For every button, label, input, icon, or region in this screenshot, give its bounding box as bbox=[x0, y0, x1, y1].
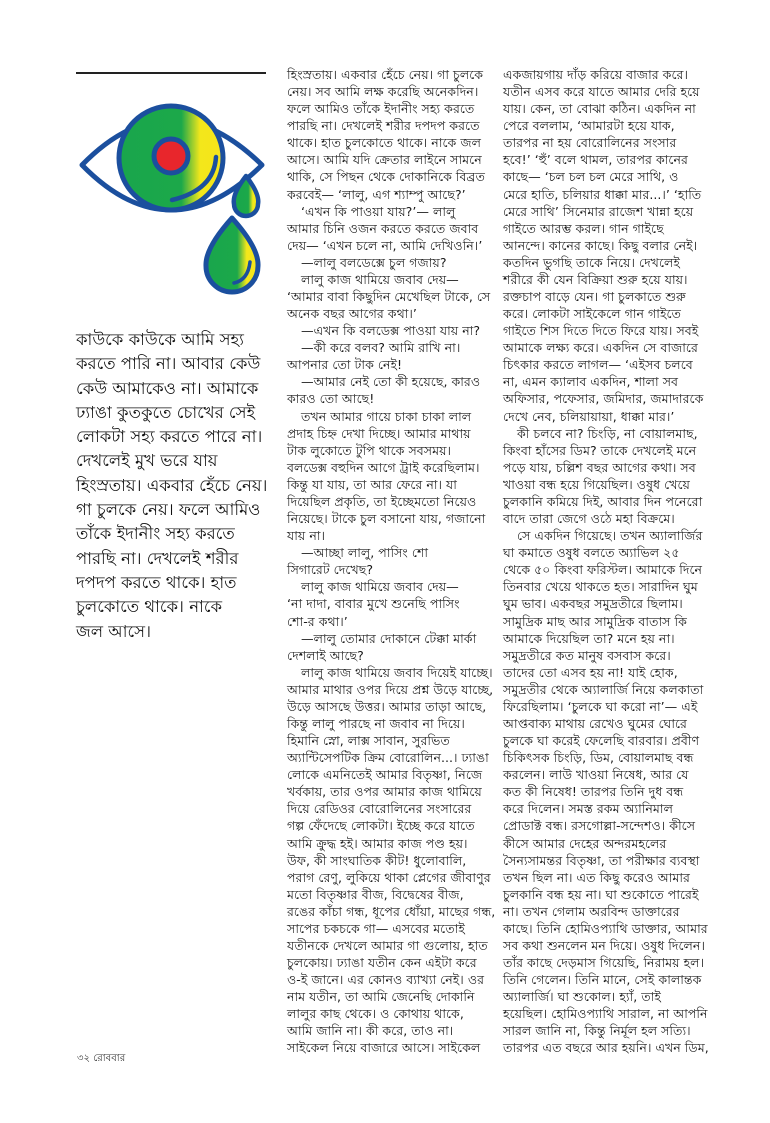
text-line: কত কী নিষেধ! তারপর তিনি দুধ বন্ধ bbox=[503, 784, 684, 800]
text-line: সাপের চকচকে গা— এসবের মতোই bbox=[287, 920, 465, 936]
text-line: ‘না দাদা, বাবার মুখে শুনেছি পাসিং bbox=[287, 596, 460, 612]
text-line: লোকে এমনিতেই আমার বিতৃষ্ণা, নিজে bbox=[287, 767, 483, 783]
text-line: না। তখন গেলাম অরবিন্দ ডাক্তারের bbox=[503, 903, 680, 919]
text-line: আমাকে দিয়েছিল তা? মনে হয় না। bbox=[503, 630, 675, 646]
pull-quote-line: দপদপ করতে থাকে। হাত bbox=[76, 572, 237, 592]
text-line: আমাকে লক্ষ্য করে। একদিন সে বাজারে bbox=[503, 340, 698, 356]
text-line: আপনার তো টাক নেই! bbox=[287, 357, 403, 373]
pull-quote-line: কেউ আমাকেও না। আমাকে bbox=[76, 378, 259, 398]
text-line: অ্যান্টিসেপটিক ক্রিম বোরোলিন...। ঢ্যাঙা bbox=[287, 750, 489, 766]
pull-quote bbox=[76, 328, 272, 644]
text-line: অফিসার, পফেসার, জমিদার, জমাদারকে bbox=[503, 391, 704, 407]
pull-quote-line: ঢ্যাঙা কুতকুতে চোখের সেই bbox=[76, 402, 256, 422]
text-line: দেয়— ‘এখন চলে না, আমি দেখিওনি।’ bbox=[287, 237, 483, 253]
pull-quote-line: তাঁকে ইদানীং সহ্য করতে bbox=[76, 524, 235, 544]
text-line: চুলকানি কমিয়ে দিই, আবার দিন পনেরো bbox=[503, 493, 703, 509]
text-line: গাইতে শিস দিতে দিতে ফিরে যায়। সবই bbox=[503, 323, 699, 339]
page-number: ৩২ bbox=[77, 1053, 91, 1064]
text-line: থেকে ৫০ কিংবা ফরিস্টল। আমাকে দিনে bbox=[503, 562, 703, 578]
pull-quote-line: জল আসে। bbox=[76, 621, 151, 641]
text-line: দেশলাই আছে? bbox=[287, 647, 364, 663]
text-line: তারপর এত বছরে আর হয়নি। এখন ডিম, bbox=[503, 1040, 709, 1056]
text-line: বলডেক্স বহুদিন আগে ট্রাই করেছিলাম। bbox=[287, 459, 480, 475]
text-line: হিমানি স্নো, লাক্স সাবান, সুরভিত bbox=[287, 733, 450, 749]
text-line: কীসে আমার দেহের অন্দরমহলের bbox=[503, 835, 667, 851]
text-line: —কী করে বলব? আমি রাখি না। bbox=[301, 340, 461, 356]
text-line: তারপর না হয় বোরোলিনের সংসার bbox=[503, 135, 677, 151]
text-line: অ্যালার্জি। ঘা শুকোল। হ্যাঁ, তাই bbox=[503, 989, 661, 1005]
text-line: লালুর কাছ থেকে। ও কোথায় থাকে, bbox=[287, 1006, 464, 1022]
text-line: নাম যতীন, তা আমি জেনেছি দোকানি bbox=[287, 989, 475, 1005]
text-line: লালু কাজ থামিয়ে জবাব দেয়— bbox=[301, 579, 459, 595]
pull-quote-line: পারছি না। দেখলেই শরীর bbox=[76, 548, 239, 568]
text-line: রক্তচাপ বাড়ে যেন। গা চুলকাতে শুরু bbox=[503, 289, 686, 305]
text-line: শরীরে কী যেন বিক্রিয়া শুরু হয়ে যায়। bbox=[503, 271, 688, 287]
pull-quote-line: গা চুলকে নেয়। ফলে আমিও bbox=[76, 500, 261, 520]
text-line: চিকিৎসক চিংড়ি, ডিম, বোয়ালমাছ বন্ধ bbox=[503, 750, 694, 766]
text-line: গাইতে আরম্ভ করল। গান গাইছে bbox=[503, 220, 664, 236]
text-line: চুলকোয়। ঢ্যাঙা যতীন কেন এইটা করে bbox=[287, 955, 477, 971]
pull-quote-line: কাউকে কাউকে আমি সহ্য bbox=[76, 330, 244, 349]
text-line: খাওয়া বন্ধ হয়ে গিয়েছিল। ওষুধ খেয়ে bbox=[503, 476, 690, 492]
text-line: গল্প ফেঁদেছে লোকটা। ইচ্ছে করে যাতে bbox=[287, 818, 475, 834]
text-line: নিয়েছে। টাকে চুল বসানো যায়, গজানো bbox=[287, 511, 486, 527]
text-line: বাদে তারা জেগে ওঠে মহা বিক্রমে। bbox=[503, 511, 675, 527]
text-line: যায় না। bbox=[287, 528, 326, 544]
pull-quote-line: করতে পারি না। আবার কেউ bbox=[76, 354, 261, 374]
pull-quote-line: দেখলেই মুখ ভরে যায় bbox=[76, 451, 218, 471]
text-line: লালু কাজ থামিয়ে জবাব দেয়— bbox=[301, 271, 459, 287]
text-line: একজায়গায় দাঁড় করিয়ে বাজার করে। bbox=[503, 67, 688, 82]
text-line: প্রদাহ চিহ্ন দেখা দিচ্ছে। আমার মাথায় bbox=[287, 425, 471, 441]
text-line: তিনবার খেয়ে থাকতে হত। সারাদিন ঘুম bbox=[503, 579, 698, 595]
article-column-3 bbox=[503, 66, 739, 1057]
text-line: খর্বকায়, তার ওপর আমার কাজ থামিয়ে bbox=[287, 784, 482, 800]
text-line: কাছে— ‘চল চল চল মেরে সাথি, ও bbox=[503, 169, 679, 185]
text-line: শো-র কথা।’ bbox=[287, 613, 348, 629]
text-line: সারল জানি না, কিন্তু নির্মূল হল সত্যি। bbox=[503, 1023, 691, 1039]
text-line: আমার মাথার ওপর দিয়ে প্রশ্ন উড়ে যাচ্ছে, bbox=[287, 681, 494, 697]
text-line: আমার চিনি ওজন করতে করতে জবাব bbox=[287, 220, 479, 236]
text-line: প্রোডাক্ট বন্ধ। রসগোল্লা-সন্দেশও। কীসে bbox=[503, 818, 696, 834]
text-line: কিন্তু লালু পারছে না জবাব না দিয়ে। bbox=[287, 715, 465, 731]
text-line: দেখে নেব, চলিয়ায়ায়া, ধাক্কা মার।’ bbox=[503, 408, 675, 424]
text-line: করবেই— ‘লালু, এগ শ্যাম্পু আছে?’ bbox=[287, 186, 466, 202]
text-line: সমুদ্রতীরে কত মানুষ বসবাস করে। bbox=[503, 647, 671, 663]
text-line: দিয়েছিল প্রকৃতি, তা ইচ্ছেমতো নিয়েও bbox=[287, 493, 477, 509]
text-line: কিংবা হাঁসের ডিম? তাকে দেখলেই মনে bbox=[503, 442, 697, 458]
text-line: থাকে। হাত চুলকোতে থাকে। নাকে জল bbox=[287, 135, 482, 151]
text-line: —লালু বলডেক্সে চুল গজায়? bbox=[301, 254, 447, 270]
text-line: তখন ছিল না। এত কিছু করেও আমার bbox=[503, 869, 690, 885]
text-line: ‘এখন কি পাওয়া যায়?’— লালু bbox=[301, 203, 456, 219]
text-line: তখন আমার গায়ে চাকা চাকা লাল bbox=[301, 408, 472, 424]
text-line: করে। লোকটা সাইকেলে গান গাইতে bbox=[503, 306, 682, 322]
pull-quote-line: লোকটা সহ্য করতে পারে না। bbox=[76, 427, 263, 447]
text-line: ফিরেছিলাম। ‘চুলকে ঘা করো না’— এই bbox=[503, 698, 698, 714]
text-line: পেরে বললাম, ‘আমারটা হয়ে যাক, bbox=[503, 118, 675, 134]
text-line: কী চলবে না? চিংড়ি, না বোয়ালমাছ, bbox=[517, 425, 698, 441]
text-line: চিৎকার করতে লাগল— ‘এইসব চলবে bbox=[503, 357, 693, 373]
text-line: মেরে সাথি’ সিনেমার রাজেশ খান্না হয়ে bbox=[503, 203, 694, 219]
crying-eye-icon bbox=[0, 0, 300, 310]
text-line: তিনি গেলেন। তিনি মানে, সেই কালান্তক bbox=[503, 972, 702, 988]
text-line: রঙের কাঁচা গন্ধ, ধূপের ধোঁয়া, মাছের গন্ধ, bbox=[287, 903, 496, 919]
text-line: অনেক বছর আগের কথা।’ bbox=[287, 306, 417, 322]
text-line: —লালু তোমার দোকানে টেক্কা মার্কা bbox=[301, 630, 477, 646]
text-line: যতীন এসব করে যাতে আমার দেরি হয়ে bbox=[503, 84, 700, 100]
text-line: মেরে হাতি, চলিয়ার ধাক্কা মার...।’ ‘হাতি bbox=[503, 186, 702, 202]
text-line: সব কথা শুনলেন মন দিয়ে। ওষুধ দিলেন। bbox=[503, 937, 705, 953]
text-line: ফলে আমিও তাঁকে ইদানীং সহ্য করতে bbox=[287, 101, 475, 117]
text-line: চুলকে ঘা করেই ফেলেছি বারবার। প্রবীণ bbox=[503, 733, 700, 749]
text-line: —আচ্ছা লালু, পাসিং শো bbox=[301, 545, 429, 561]
text-line: কাছে। তিনি হোমিওপ্যাথি ডাক্তার, আমার bbox=[503, 920, 708, 936]
text-line: পরাগ রেণু, লুকিয়ে থাকা প্লেগের জীবাণুর bbox=[287, 869, 491, 885]
text-line: —আমার নেই তো কী হয়েছে, কারও bbox=[301, 374, 481, 390]
text-line: মতো বিতৃষ্ণার বীজ, বিদ্বেষের বীজ, bbox=[287, 886, 464, 902]
page-footer bbox=[77, 1051, 125, 1068]
text-line: যতীনকে দেখলে আমার গা গুলোয়, হাত bbox=[287, 937, 488, 953]
text-line: হিংস্রতায়। একবার হেঁচে নেয়। গা চুলকে bbox=[287, 67, 484, 82]
pull-quote-line: হিংস্রতায়। একবার হেঁচে নেয়। bbox=[76, 475, 268, 495]
text-line: পারছি না। দেখলেই শরীর দপদপ করতে bbox=[287, 118, 480, 134]
text-line: চুলকানি বন্ধ হয় না। ঘা শুকোতে পারেই bbox=[503, 886, 699, 902]
text-line: ঘা কমাতে ওষুধ বলতে অ্যাভিল ২৫ bbox=[503, 545, 680, 561]
text-line: কতদিন ভুগছি তাকে নিয়ে। দেখলেই bbox=[503, 254, 680, 270]
text-line: সাইকেল নিয়ে বাজারে আসে। সাইকেল bbox=[287, 1040, 481, 1056]
text-line: কিন্তু যা যায়, তা আর ফেরে না। যা bbox=[287, 476, 457, 492]
text-line: সমুদ্রতীর থেকে অ্যালার্জি নিয়ে কলকাতা bbox=[503, 681, 704, 697]
text-line: আসে। আমি যদি ক্রেতার লাইনে সামনে bbox=[287, 152, 482, 168]
text-line: ঘুম ভাব। একবছর সমুদ্রতীরে ছিলাম। bbox=[503, 596, 683, 612]
text-line: যায়। কেন, তা বোঝা কঠিন। একদিন না bbox=[503, 101, 696, 117]
text-line: তাঁর কাছে দেড়মাস গিয়েছি, নিরাময় হল। bbox=[503, 955, 705, 971]
magazine-name: রোববার bbox=[93, 1053, 126, 1064]
text-line: হবে!’ ‘হুঁ’ বলে থামল, তারপর কানের bbox=[503, 152, 688, 168]
text-line: নেয়। সব আমি লক্ষ করেছি অনেকদিন। bbox=[287, 84, 479, 100]
text-line: করলেন। লাউ খাওয়া নিষেধ, আর যে bbox=[503, 767, 689, 783]
text-line: সে একদিন গিয়েছে। তখন অ্যালার্জির bbox=[517, 528, 703, 544]
text-line: হয়েছিল। হোমিওপ্যাথি সারাল, না আপনি bbox=[503, 1006, 708, 1022]
text-line: —এখন কি বলডেক্স পাওয়া যায় না? bbox=[301, 323, 481, 339]
text-line: লালু কাজ থামিয়ে জবাব দিয়েই যাচ্ছে। bbox=[301, 664, 493, 680]
text-line: থাকি, সে পিছন থেকে দোকানিকে বিব্রত bbox=[287, 169, 485, 185]
text-line: আপ্তবাক্য মাথায় রেখেও ঘুমের ঘোরে bbox=[503, 715, 687, 731]
text-line: ও-ই জানে। এর কোনও ব্যাখ্যা নেই। ওর bbox=[287, 972, 485, 988]
text-line: না, এমন ক্যালাব একদিন, শালা সব bbox=[503, 374, 679, 390]
text-line: পড়ে যায়, চল্লিশ বছর আগের কথা। সব bbox=[503, 459, 696, 475]
text-line: উড়ে আসছে উত্তর। আমার তাড়া আছে, bbox=[287, 698, 487, 714]
text-line: আনন্দে। কানের কাছে। কিছু বলার নেই। bbox=[503, 237, 698, 253]
text-line: সিগারেট দেখেছ? bbox=[287, 562, 374, 578]
pull-quote-line: চুলকোতে থাকে। নাকে bbox=[76, 597, 223, 617]
text-line: টাক লুকোতে টুপি থাকে সবসময়। bbox=[287, 442, 452, 458]
article-column-2 bbox=[287, 66, 499, 1057]
text-line: দিয়ে রেডিওর বোরোলিনের সংসারের bbox=[287, 801, 472, 817]
text-line: কারও তো আছে! bbox=[287, 391, 375, 407]
text-line: সৈন্যসামন্তর বিতৃষ্ণা, তা পরীক্ষার ব্যবস্থা bbox=[503, 852, 700, 868]
text-line: সামুদ্রিক মাছ আর সামুদ্রিক বাতাস কি bbox=[503, 613, 687, 629]
text-line: তাদের তো এসব হয় না! যাই হোক, bbox=[503, 664, 678, 680]
text-line: করে দিলেন। সমস্ত রকম অ্যানিমাল bbox=[503, 801, 673, 817]
text-line: আমি ক্রুদ্ধ হই। আমার কাজ পণ্ড হয়। bbox=[287, 835, 468, 851]
text-line: ‘আমার বাবা কিছুদিন মেখেছিল টাকে, সে bbox=[287, 289, 491, 305]
text-line: উফ, কী সাংঘাতিক কীট! ধুলোবালি, bbox=[287, 852, 467, 868]
text-line: আমি জানি না। কী করে, তাও না। bbox=[287, 1023, 454, 1039]
